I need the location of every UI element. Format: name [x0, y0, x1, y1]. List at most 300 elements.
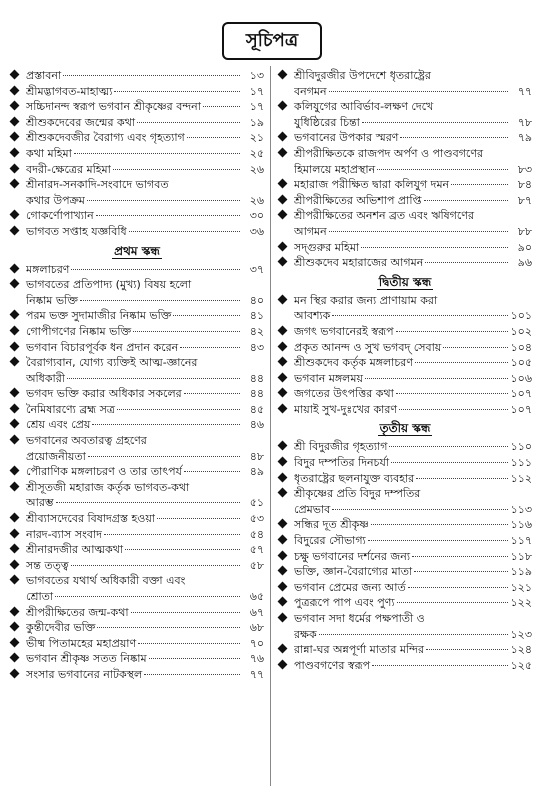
diamond-bullet-icon	[278, 488, 288, 498]
toc-entry-row	[26, 99, 264, 115]
page-number: ৭৭	[249, 667, 264, 681]
dot-leader	[71, 269, 240, 270]
page-number: ১২৪	[510, 643, 532, 657]
toc-entry[interactable]	[10, 224, 264, 240]
toc-entry-text: শ্রী বিদুরজীর গৃহত্যাগ	[294, 440, 388, 454]
diamond-bullet-icon	[278, 325, 288, 335]
section-heading	[278, 417, 532, 439]
toc-entry-row	[26, 542, 264, 558]
dot-leader	[443, 347, 508, 348]
dot-leader	[451, 184, 508, 185]
toc-entry[interactable]	[10, 130, 264, 146]
toc-entry-text: পাণ্ডবগণের স্বরূপ	[294, 658, 371, 672]
toc-entry[interactable]	[278, 177, 532, 193]
toc-entry-text: শ্রীসূতজী মহারাজ কর্তৃক ভাগবত-কথা	[26, 480, 190, 494]
toc-entry[interactable]	[278, 642, 532, 658]
toc-entry[interactable]	[10, 464, 264, 480]
toc-entry-text: শ্রীবিদুরজীর উপদেশে ধৃতরাষ্ট্রের	[294, 69, 431, 82]
toc-entry[interactable]	[10, 605, 264, 621]
dot-leader	[389, 446, 508, 447]
toc-entry-text: হিমালয়ে মহাপ্রস্থান	[294, 162, 376, 176]
page-number: ৮৪	[517, 178, 532, 192]
toc-entry[interactable]	[278, 324, 532, 340]
diamond-bullet-icon	[10, 575, 20, 585]
toc-entry-row	[294, 177, 532, 193]
page-number: ৪১	[249, 309, 264, 323]
dot-leader	[67, 378, 240, 379]
toc-entry-text: গোপীগণের নিষ্কাম ভক্তি	[26, 324, 132, 338]
diamond-bullet-icon	[10, 225, 20, 235]
toc-entry-text: প্রয়োজনীয়তা	[26, 449, 86, 463]
diamond-bullet-icon	[278, 597, 288, 607]
section-heading	[278, 271, 532, 293]
toc-entry[interactable]	[10, 68, 264, 84]
page-number: ১১৭	[510, 534, 532, 548]
toc-entry-text: কুন্তীদেবীর ভক্তি	[26, 621, 96, 635]
page-number: ৫৭	[249, 543, 264, 557]
page-number: ১২১	[510, 580, 532, 594]
dot-leader	[137, 122, 240, 123]
toc-entry-text: শ্রীশুকদেব মহারাজের আগমন	[294, 256, 424, 270]
toc-entry[interactable]	[10, 402, 264, 418]
dot-leader	[133, 331, 240, 332]
toc-entry-row	[26, 340, 264, 356]
diamond-bullet-icon	[278, 294, 288, 304]
toc-entry-row	[294, 627, 532, 643]
dot-leader	[138, 643, 240, 644]
toc-entry-row	[294, 193, 532, 209]
toc-entry-row	[294, 455, 532, 471]
toc-entry[interactable]	[10, 84, 264, 100]
toc-entry-row	[294, 340, 532, 356]
diamond-bullet-icon	[278, 441, 288, 451]
toc-entry[interactable]	[278, 455, 532, 471]
toc-entry-text: শ্রীপরীক্ষিতের অনশন ব্রত এবং ঋষিগণের	[294, 209, 474, 223]
dot-leader	[55, 596, 240, 597]
toc-entry[interactable]	[10, 162, 264, 178]
dot-leader	[361, 247, 508, 248]
toc-entry[interactable]	[10, 573, 264, 604]
diamond-bullet-icon	[10, 403, 20, 413]
toc-entry-text: প্রস্তাবনা	[26, 69, 62, 82]
toc-entry-text: ভগবান সদা ধর্মের পক্ষপাতী ও	[294, 612, 425, 625]
toc-entry[interactable]	[278, 340, 532, 356]
toc-entry-row	[294, 533, 532, 549]
toc-entry-row	[294, 642, 532, 658]
toc-entry[interactable]	[10, 620, 264, 636]
dot-leader	[96, 215, 240, 216]
diamond-bullet-icon	[278, 357, 288, 367]
toc-entry[interactable]	[10, 636, 264, 652]
toc-entry-text: ভগবান মঙ্গলময়	[294, 371, 363, 385]
toc-entry-row	[294, 595, 532, 611]
page-number: ৫৪	[249, 527, 264, 541]
toc-entry[interactable]	[278, 355, 532, 371]
toc-entry-text: কথার উপক্রম	[26, 193, 85, 207]
toc-entry[interactable]	[10, 667, 264, 683]
toc-entry-text: শ্রীনারদজীর আত্মকথা	[26, 543, 124, 557]
page-number: ১১০	[510, 440, 532, 454]
diamond-bullet-icon	[278, 403, 288, 413]
toc-entry-text: সংসার ভগবানের নাটকস্থল	[26, 667, 143, 681]
dot-leader	[391, 462, 508, 463]
toc-entry[interactable]	[10, 527, 264, 543]
left-column	[10, 68, 264, 683]
toc-entry[interactable]	[278, 208, 532, 239]
dot-leader	[397, 602, 508, 603]
toc-entry-text: মঙ্গলাচরণ	[26, 262, 70, 276]
toc-entry-row	[294, 371, 532, 387]
page-number: ৪৮	[249, 449, 264, 463]
diamond-bullet-icon	[278, 613, 288, 623]
toc-entry-text: মহারাজ পরীক্ষিত দ্বারা কলিযুগ দমন	[294, 178, 450, 192]
toc-entry-row	[294, 255, 532, 271]
toc-entry[interactable]	[10, 340, 264, 356]
page-number: ২৬	[249, 193, 264, 207]
toc-entry[interactable]	[10, 277, 264, 308]
toc-entry-row	[26, 511, 264, 527]
toc-entry[interactable]	[10, 355, 264, 386]
toc-entry[interactable]	[10, 308, 264, 324]
page-number: ৪৪	[249, 387, 264, 401]
diamond-bullet-icon	[10, 528, 20, 538]
dot-leader	[377, 169, 508, 170]
dot-leader	[362, 122, 508, 123]
dot-leader	[396, 331, 508, 332]
dot-leader	[184, 471, 240, 472]
toc-entry-row	[26, 417, 264, 433]
diamond-bullet-icon	[278, 659, 288, 669]
toc-entry[interactable]	[10, 386, 264, 402]
toc-entry-row	[26, 667, 264, 683]
toc-entry-text: ভগবান বিচারপূর্বক ধন প্রদান করেন	[26, 340, 179, 354]
toc-entry[interactable]	[278, 486, 532, 517]
toc-entry-row	[26, 402, 264, 418]
toc-entry-text: কথা মহিমা	[26, 146, 72, 160]
toc-entry-row	[26, 130, 264, 146]
page-number: ৫৩	[249, 512, 264, 526]
toc-entry-text: বিদুর দম্পতির দিনচর্যা	[294, 456, 390, 470]
toc-entry-row	[26, 162, 264, 178]
diamond-bullet-icon	[10, 388, 20, 398]
dot-leader	[113, 169, 240, 170]
diamond-bullet-icon	[278, 210, 288, 220]
toc-entry[interactable]	[278, 595, 532, 611]
toc-entry-text: ভগবানের অবতারত্ব গ্রহণের	[26, 434, 147, 448]
diamond-bullet-icon	[10, 559, 20, 569]
toc-entry-row	[26, 115, 264, 131]
toc-entry-row	[294, 162, 532, 178]
page-number: ১১৩	[510, 502, 532, 516]
diamond-bullet-icon	[10, 263, 20, 273]
toc-entry-text: অধিকারী	[26, 371, 65, 385]
page-number: ৫১	[249, 496, 264, 510]
dot-leader	[426, 649, 508, 650]
dot-leader	[368, 540, 508, 541]
toc-entry-text: শ্রীশুকদেব কর্তৃক মঙ্গলাচরণ	[294, 356, 413, 370]
dot-leader	[74, 153, 240, 154]
dot-leader	[173, 315, 240, 316]
diamond-bullet-icon	[10, 341, 20, 351]
toc-entry-text: প্রকৃত আনন্দ ও সুখ ভগবদ্ সেবায়	[294, 340, 442, 354]
toc-entry-row	[294, 240, 532, 256]
diamond-bullet-icon	[10, 419, 20, 429]
toc-entry-text: ভীষ্ম পিতামহের মহাপ্রয়াণ	[26, 636, 137, 650]
toc-entry-row	[26, 193, 264, 209]
diamond-bullet-icon	[10, 669, 20, 679]
toc-entry[interactable]	[278, 68, 532, 99]
toc-entry[interactable]	[278, 386, 532, 402]
diamond-bullet-icon	[278, 101, 288, 111]
toc-entry-text: ভাগবতের যথার্থ অধিকারী বক্তা এবং	[26, 574, 186, 588]
toc-entry-row	[26, 589, 264, 605]
toc-entry-text: রক্ষক	[294, 627, 317, 641]
diamond-bullet-icon	[10, 85, 20, 95]
toc-entry-text: ভগবান প্রেমের জন্য আর্ত	[294, 580, 406, 594]
toc-entry-text: সন্ত তত্ত্ব	[26, 558, 69, 572]
dot-leader	[332, 315, 508, 316]
diamond-bullet-icon	[10, 622, 20, 632]
diamond-bullet-icon	[278, 388, 288, 398]
dot-leader	[399, 409, 508, 410]
toc-entry-row	[294, 658, 532, 674]
page-number: ৭৬	[249, 652, 264, 666]
page-number: ১১৯	[510, 565, 532, 579]
toc-entry-row	[26, 146, 264, 162]
page-number: ৪৯	[249, 465, 264, 479]
toc-entry-row	[26, 371, 264, 387]
toc-entry[interactable]	[278, 564, 532, 580]
toc-entry-row	[26, 84, 264, 100]
page-number: ১০৭	[510, 387, 532, 401]
page-number: ১১২	[510, 471, 532, 485]
toc-entry-text: নৈমিষারণ্যে ব্রহ্ম সত্র	[26, 402, 115, 416]
toc-entry[interactable]	[278, 146, 532, 177]
dot-leader	[400, 137, 508, 138]
diamond-bullet-icon	[278, 194, 288, 204]
page-number: ৯৬	[517, 256, 532, 270]
page-number: ১৭	[249, 100, 264, 114]
section-heading-text: দ্বিতীয় স্কন্ধ	[378, 274, 432, 289]
toc-entry[interactable]	[10, 324, 264, 340]
toc-entry-text: শ্রীশুকদেবজীর বৈরাগ্য এবং গৃহত্যাগ	[26, 131, 185, 145]
toc-entry[interactable]	[10, 511, 264, 527]
diamond-bullet-icon	[10, 279, 20, 289]
page-number: ৯০	[517, 240, 532, 254]
toc-entry-text: শ্রীপরীক্ষিতের অভিশাপ প্রাপ্তি	[294, 193, 422, 207]
toc-entry[interactable]	[10, 208, 264, 224]
column-divider	[270, 66, 271, 786]
section-heading-text: প্রথম স্কন্ধ	[114, 243, 160, 258]
dot-leader	[184, 393, 240, 394]
diamond-bullet-icon	[10, 148, 20, 158]
toc-entry-row	[26, 464, 264, 480]
page-number: ১৭	[249, 84, 264, 98]
diamond-bullet-icon	[10, 116, 20, 126]
toc-entry-text: ভাগবতের প্রতিপাদ্য (মুখ্য) বিষয় হলো	[26, 278, 192, 292]
diamond-bullet-icon	[278, 644, 288, 654]
toc-entry[interactable]	[10, 542, 264, 558]
toc-entry[interactable]	[278, 471, 532, 487]
diamond-bullet-icon	[278, 179, 288, 189]
dot-leader	[71, 565, 240, 566]
toc-entry-row	[294, 517, 532, 533]
toc-entry[interactable]	[278, 255, 532, 271]
toc-entry[interactable]	[10, 558, 264, 574]
page-number: ৪৬	[249, 418, 264, 432]
toc-entry-text: শ্রীপরীক্ষিতের জন্ম-কথা	[26, 605, 129, 619]
dot-leader	[329, 231, 508, 232]
diamond-bullet-icon	[10, 101, 20, 111]
dot-leader	[424, 200, 508, 201]
diamond-bullet-icon	[10, 606, 20, 616]
toc-entry[interactable]	[278, 580, 532, 596]
dot-leader	[329, 91, 508, 92]
page-number: ১৯	[249, 115, 264, 129]
toc-entry[interactable]	[10, 480, 264, 511]
diamond-bullet-icon	[10, 132, 20, 142]
page-number: ১২৫	[510, 658, 532, 672]
toc-entry[interactable]	[278, 293, 532, 324]
diamond-bullet-icon	[278, 519, 288, 529]
toc-entry-text: ভগবান শ্রীকৃষ্ণ সতত নিষ্কাম	[26, 652, 147, 666]
toc-entry-text: প্রেমভাব	[294, 502, 331, 516]
dot-leader	[332, 509, 508, 510]
diamond-bullet-icon	[278, 341, 288, 351]
diamond-bullet-icon	[10, 513, 20, 523]
toc-entry-text: বনগমন	[294, 84, 327, 98]
toc-entry-text: ভগবানের উপকার স্মরণ	[294, 131, 399, 145]
toc-entry[interactable]	[278, 402, 532, 418]
dot-leader	[97, 627, 240, 628]
toc-entry[interactable]	[10, 651, 264, 667]
toc-entry[interactable]	[10, 417, 264, 433]
toc-entry-text: রান্না-ঘর অন্নপূর্ণা মাতার মন্দির	[294, 643, 425, 657]
page-number: ১১৬	[510, 518, 532, 532]
page-number: ৩০	[249, 209, 264, 223]
page-number: ৪৪	[249, 371, 264, 385]
toc-entry[interactable]	[278, 193, 532, 209]
toc-entry[interactable]	[278, 658, 532, 674]
toc-entry-row	[26, 558, 264, 574]
toc-entry[interactable]	[10, 115, 264, 131]
section-heading-text: তৃতীয় স্কন্ধ	[379, 421, 431, 436]
page-number: ২১	[249, 131, 264, 145]
dot-leader	[92, 424, 240, 425]
dot-leader	[408, 587, 508, 588]
toc-entry-text: আবশ্যক	[294, 309, 331, 323]
page-number: ৪৩	[249, 340, 264, 354]
toc-entry[interactable]	[10, 262, 264, 278]
toc-entry-text: শ্রীমদ্ভাগবত-মাহাত্ম্য	[26, 84, 113, 98]
toc-entry[interactable]	[278, 130, 532, 146]
toc-entry-text: পরম ভক্ত সুদামাজীর নিষ্কাম ভক্তি	[26, 309, 172, 323]
page-number: ১০৬	[510, 371, 532, 385]
toc-entry-text: ধৃতরাষ্ট্রের ছলনাযুক্ত ব্যবহার	[294, 471, 415, 485]
toc-entry[interactable]	[278, 611, 532, 642]
dot-leader	[63, 75, 240, 76]
diamond-bullet-icon	[278, 535, 288, 545]
toc-entry[interactable]	[278, 533, 532, 549]
diamond-bullet-icon	[278, 457, 288, 467]
toc-entry-text: নারদ-ব্যাস সংবাদ	[26, 527, 102, 541]
dot-leader	[104, 534, 240, 535]
toc-entry-row	[26, 68, 264, 84]
toc-entry-text: শ্রোতা	[26, 590, 54, 603]
dot-leader	[319, 634, 508, 635]
toc-entry[interactable]	[278, 99, 532, 130]
toc-entry-row	[26, 208, 264, 224]
toc-entry-row	[26, 308, 264, 324]
diamond-bullet-icon	[10, 653, 20, 663]
diamond-bullet-icon	[10, 544, 20, 554]
toc-entry[interactable]	[278, 517, 532, 533]
toc-entry-row	[294, 386, 532, 402]
dot-leader	[396, 393, 508, 394]
page-number: ৭০	[249, 636, 264, 650]
diamond-bullet-icon	[278, 148, 288, 158]
page-number: ১০২	[510, 324, 532, 338]
toc-entry-row	[294, 355, 532, 371]
toc-entry-row	[294, 115, 532, 131]
toc-entry-text: চক্ষু ভগবানের দর্শনের জন্য	[294, 549, 411, 563]
toc-entry-row	[26, 324, 264, 340]
toc-entry-row	[26, 262, 264, 278]
dot-leader	[144, 674, 240, 675]
toc-entry-row	[26, 386, 264, 402]
toc-entry[interactable]	[10, 99, 264, 115]
toc-entry-row	[294, 402, 532, 418]
dot-leader	[87, 200, 240, 201]
dot-leader	[372, 665, 508, 666]
page-number: ৪০	[249, 293, 264, 307]
toc-entry[interactable]	[278, 549, 532, 565]
toc-entry-text: বদরী-ক্ষেত্রের মহিমা	[26, 162, 111, 176]
diamond-bullet-icon	[10, 179, 20, 189]
diamond-bullet-icon	[10, 637, 20, 647]
page-number: ৪৫	[249, 402, 264, 416]
page-number: ৩৭	[249, 262, 264, 276]
toc-entry[interactable]	[10, 177, 264, 208]
dot-leader	[425, 262, 508, 263]
dot-leader	[125, 549, 240, 550]
toc-entry-row	[294, 130, 532, 146]
toc-entry-text: জগতের উৎপত্তির কথা	[294, 387, 394, 401]
page-number: ৭৭	[517, 84, 532, 98]
page-number: ১২২	[510, 596, 532, 610]
page-number: ১৩	[249, 69, 264, 82]
toc-entry-text: সদ্গুরুর মহিমা	[294, 240, 360, 254]
toc-entry-text: ভাগবত সপ্তাহ যজ্ঞবিধি	[26, 224, 127, 238]
dot-leader	[180, 347, 240, 348]
toc-entry-text: বিদুরের সৌভাগ্য	[294, 534, 366, 548]
toc-entry[interactable]	[278, 240, 532, 256]
diamond-bullet-icon	[10, 310, 20, 320]
toc-entry-text: শ্রীকৃষ্ণের প্রতি বিদুর দম্পতির	[294, 487, 421, 501]
page-number: ২৬	[249, 162, 264, 176]
page-number: ৬৫	[249, 590, 264, 603]
toc-entry-row	[294, 564, 532, 580]
toc-entry[interactable]	[10, 433, 264, 464]
toc-entry-row	[26, 224, 264, 240]
toc-entry[interactable]	[10, 146, 264, 162]
toc-entry[interactable]	[278, 371, 532, 387]
toc-entry-row	[294, 84, 532, 100]
diamond-bullet-icon	[10, 466, 20, 476]
toc-entry[interactable]	[278, 439, 532, 455]
dot-leader	[412, 556, 508, 557]
toc-entry-text: ভগবদ ভক্তি করার অধিকার সকলের	[26, 387, 182, 401]
